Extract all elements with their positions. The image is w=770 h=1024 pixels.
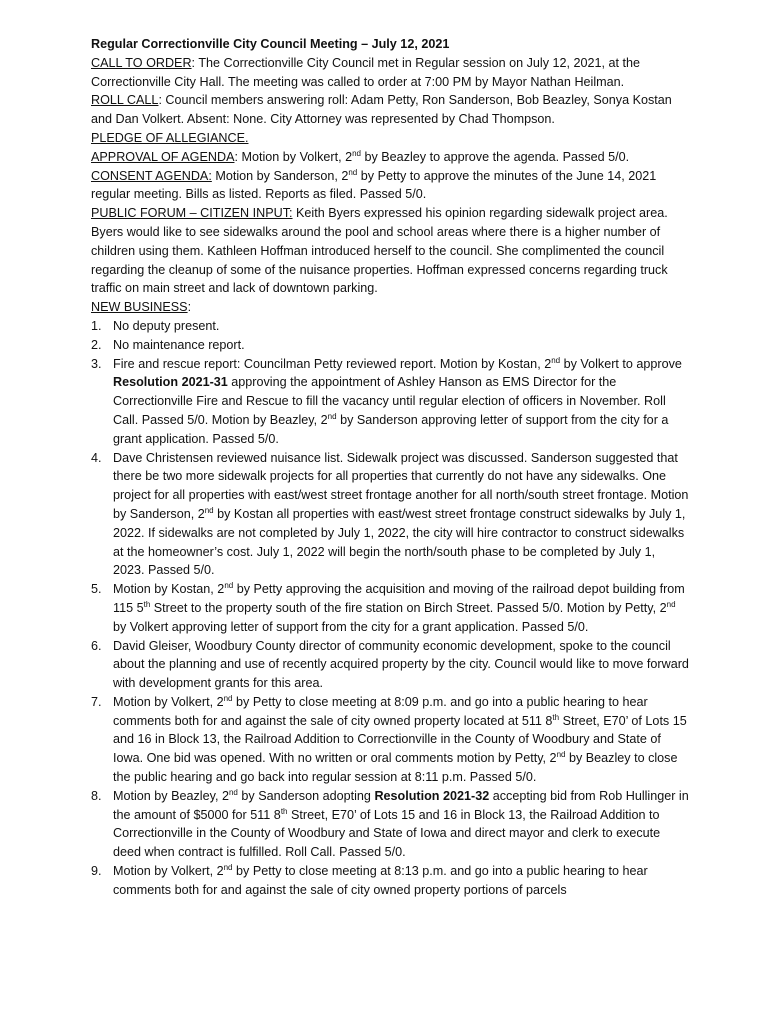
pledge-heading: PLEDGE OF ALLEGIANCE. [91, 130, 249, 145]
item-sup: nd [223, 863, 233, 873]
approval-heading: APPROVAL OF AGENDA [91, 149, 235, 164]
item-text: by Petty to close meeting at 8:13 p.m. and go into a public hearing to hear comments both for and against the sale of city owned property portions of parcels [113, 864, 648, 897]
item-text: by Beazley to close the public hearing and go back into regular session at 8:11 p.m. Passed 5/0. [113, 751, 678, 785]
item-number: 6. [91, 638, 102, 653]
item-sup: nd [666, 599, 676, 609]
item-sup: th [280, 806, 288, 816]
item-number: 1. [91, 318, 102, 333]
item-text: by Kostan all properties with east/west street frontage construct sidewalks by July 1, 2022. If sidewalks are not completed by July 1, 2022, the city will hire contractor to construct sidewalks at the homeowner’s cost. July 1, 2022 will begin the north/south phase to be completed by July 1, 2023. Passed 5/0. [113, 506, 686, 578]
item-text: by Volkert to approve [560, 356, 682, 371]
call-to-order-heading: CALL TO ORDER [91, 55, 192, 70]
consent-sup: nd [348, 167, 358, 177]
item-text: by Petty to close meeting at 8:09 p.m. and go into a public hearing to hear comments both for and against the sale of city owned property located at 511 8 [113, 694, 648, 728]
item-sup: th [552, 712, 560, 722]
item-number: 8. [91, 788, 102, 803]
item-text: No deputy present. [113, 318, 220, 333]
item-text: accepting bid from Rob Hullinger in the amount of $5000 for 511 8 [113, 788, 689, 822]
roll-call-text: : Council members answering roll: Adam Petty, Ron Sanderson, Bob Beazley, Sonya Kostan and Dan Volkert. Absent: None. City Attorney was represented by Chad Thompson. [91, 93, 672, 127]
item-sup: nd [551, 355, 561, 365]
item-number: 4. [91, 450, 102, 465]
item-text: Street, E70’ of Lots 15 and 16 in Block 13, the Railroad Addition to Correctionville in the County of Woodbury and State of Iowa. One bid was opened. With no written or oral comments motion by Petty, 2 [113, 713, 687, 766]
consent-text-a: Motion by Sanderson, 2 [211, 168, 349, 183]
item-sup: nd [223, 693, 233, 703]
item-text: Dave Christensen reviewed nuisance list. Sidewalk project was discussed. Sanderson suggested that there be two more sidewalk projects for all properties that currently do not have any sidewalks. One project for all properties with east/west street frontage another for all north/south street frontage. Motion by Sanderson, 2 [113, 450, 689, 521]
roll-call-paragraph [91, 91, 690, 129]
list-item [91, 787, 690, 862]
item-text: Motion by Beazley, 2 [113, 788, 229, 803]
item-text: by Petty approving the acquisition and moving of the railroad depot building from 115 5 [113, 582, 685, 615]
consent-text-b: by Petty to approve the minutes of the June 14, 2021 regular meeting. Bills as listed. Reports as filed. Passed 5/0. [91, 168, 657, 202]
list-item [91, 862, 690, 900]
resolution-number: Resolution 2021-31 [113, 375, 228, 390]
list-item [91, 317, 690, 336]
roll-call-heading: ROLL CALL [91, 93, 159, 108]
item-text: by Sanderson adopting [237, 788, 375, 803]
call-to-order-paragraph [91, 54, 690, 92]
item-text: Fire and rescue report: Councilman Petty reviewed report. Motion by Kostan, 2 [113, 356, 552, 371]
approval-sup: nd [352, 148, 361, 158]
item-text: Motion by Volkert, 2 [113, 694, 224, 709]
list-item [91, 336, 690, 355]
item-sup: th [143, 599, 151, 609]
item-number: 2. [91, 337, 102, 352]
item-number: 7. [91, 694, 102, 709]
consent-heading: CONSENT AGENDA: [91, 168, 212, 183]
list-item [91, 580, 690, 636]
item-text: Motion by Kostan, 2 [113, 582, 225, 597]
new-business-heading: NEW BUSINESS [91, 300, 188, 315]
item-number: 3. [91, 356, 102, 371]
item-sup: nd [556, 750, 566, 760]
public-forum-text: Keith Byers expressed his opinion regarding sidewalk project area. Byers would like to see sidewalks around the pool and school areas where there is a higher number of children using them. Kathleen Hoffman introduced herself to the council. She complimented the council regarding the cleanup of some of the nuisance properties. Hoffman expressed concerns regarding truck traffic on main street and lack of downtown parking. [91, 206, 668, 296]
item-sup: nd [204, 505, 214, 515]
item-text: by Volkert approving letter of support from the city for a grant application. Passed 5/0. [113, 619, 589, 634]
list-item [91, 355, 690, 449]
list-item [91, 637, 690, 693]
new-business-paragraph [91, 298, 690, 317]
document-title: Regular Correctionville City Council Meeting – July 12, 2021 [91, 37, 450, 51]
public-forum-paragraph [91, 204, 690, 298]
consent-paragraph [91, 167, 690, 205]
item-text: No maintenance report. [113, 337, 245, 352]
item-number: 5. [91, 582, 102, 597]
item-sup: nd [228, 787, 238, 797]
call-to-order-text: : The Correctionville City Council met in Regular session on July 12, 2021, at the Correctionville City Hall. The meeting was called to order at 7:00 PM by Mayor Nathan Heilman. [91, 55, 641, 89]
meeting-minutes [91, 35, 690, 900]
item-sup: nd [224, 581, 234, 591]
item-text: approving the appointment of Ashley Hanson as EMS Director for the Correctionville Fire and Rescue to fill the vacancy until regular election of officers in November. Roll Call. Passed 5/0. Motion by Beazley, 2 [113, 375, 666, 427]
item-text: Street to the property south of the fire station on Birch Street. Passed 5/0. Motion by Petty, 2 [150, 600, 667, 615]
item-number: 9. [91, 864, 102, 879]
approval-paragraph [91, 148, 690, 167]
item-text: Street, E70’ of Lots 15 and 16 in Block 13, the Railroad Addition to Correctionville in the County of Woodbury and State of Iowa and direct mayor and clerk to execute deed when contract is fulfilled. Roll Call. Passed 5/0. [113, 807, 661, 860]
new-business-colon: : [187, 300, 192, 315]
item-text: by Sanderson approving letter of support from the city for a grant application. Passed 5/0. [113, 412, 669, 446]
item-text: David Gleiser, Woodbury County director of community economic development, spoke to the council about the planning and use of recently acquired property by the city. Council would like to move forward with development grants for this area. [113, 638, 689, 691]
item-sup: nd [327, 411, 337, 421]
public-forum-heading: PUBLIC FORUM – CITIZEN INPUT: [91, 206, 293, 221]
approval-text-a: : Motion by Volkert, 2 [234, 149, 353, 164]
resolution-number: Resolution 2021-32 [374, 788, 490, 803]
item-text: Motion by Volkert, 2 [113, 864, 224, 879]
new-business-list [91, 317, 690, 900]
approval-text-b: by Beazley to approve the agenda. Passed 5/0. [360, 149, 630, 164]
list-item [91, 449, 690, 581]
list-item [91, 693, 690, 787]
